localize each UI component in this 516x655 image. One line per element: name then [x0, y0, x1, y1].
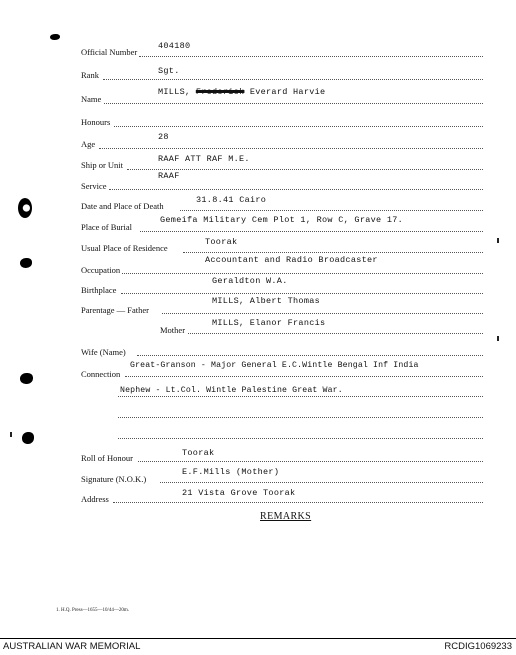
archive-footer [0, 638, 516, 655]
usual-residence-value: Toorak [205, 237, 238, 247]
service-label: Service [81, 181, 107, 191]
address-value: 21 Vista Grove Toorak [182, 488, 296, 498]
mother-value: MILLS, Elanor Francis [212, 318, 326, 328]
roll-of-honour-label: Roll of Honour [81, 453, 133, 463]
address-rule [113, 502, 483, 503]
service-rule [109, 189, 483, 190]
burial-place-label: Place of Burial [81, 222, 132, 232]
signature-value: E.F.Mills (Mother) [182, 467, 280, 477]
mother-rule [188, 333, 483, 334]
rank-value: Sgt. [158, 66, 180, 76]
occupation-label: Occupation [81, 265, 121, 275]
edge-mark [497, 336, 499, 341]
mother-label: Mother [160, 325, 186, 335]
punch-hole-mark [50, 34, 60, 40]
punch-hole-mark [20, 258, 32, 268]
roll-of-honour-value: Toorak [182, 448, 215, 458]
burial-place-value: Gemeifa Military Cem Plot 1, Row C, Grave 17. [160, 215, 404, 225]
age-value: 28 [158, 132, 169, 142]
official-number-rule [139, 56, 483, 57]
occupation-rule [122, 273, 483, 274]
punch-hole-mark [22, 432, 34, 444]
death-date-place-value: 31.8.41 Cairo [196, 195, 267, 205]
signature-rule [160, 482, 483, 483]
edge-mark [10, 432, 12, 437]
name-given: Everard Harvie [249, 87, 326, 97]
record-id: RCDIG1069233 [444, 641, 512, 652]
connection-rule-2 [118, 396, 483, 397]
service-value: RAAF [158, 171, 180, 181]
occupation-value: Accountant and Radio Broadcaster [205, 255, 378, 265]
father-value: MILLS, Albert Thomas [212, 296, 321, 306]
address-label: Address [81, 494, 109, 504]
name-struck-out: Frederick [195, 87, 245, 97]
ship-or-unit-label: Ship or Unit [81, 160, 124, 170]
edge-mark [497, 238, 499, 243]
remarks-heading: REMARKS [260, 511, 312, 522]
honours-label: Honours [81, 117, 111, 127]
archive-name: AUSTRALIAN WAR MEMORIAL [3, 641, 141, 652]
father-rule [162, 313, 483, 314]
ship-or-unit-rule [127, 169, 483, 170]
wife-rule [137, 355, 483, 356]
signature-label: Signature (N.O.K.) [81, 474, 147, 484]
name-label: Name [81, 94, 102, 104]
connection-line-1: Great-Granson - Major General E.C.Wintle Bengal Inf India [130, 361, 419, 370]
age-rule [99, 148, 483, 149]
usual-residence-rule [183, 252, 483, 253]
birthplace-rule [121, 293, 483, 294]
connection-rule-3 [118, 417, 483, 418]
name-rule [104, 103, 483, 104]
connection-line-2: Nephew - Lt.Col. Wintle Palestine Great War. [120, 386, 343, 395]
rank-rule [103, 79, 483, 80]
age-label: Age [81, 139, 96, 149]
death-date-place-rule [180, 210, 483, 211]
printer-footnote: 1. H.Q. Press—1655—10/44—20m. [56, 608, 130, 613]
roll-of-honour-rule [138, 461, 483, 462]
official-number-label: Official Number [81, 47, 138, 57]
official-number-value: 404180 [158, 41, 191, 51]
rank-label: Rank [81, 70, 99, 80]
name-surname: MILLS, [158, 87, 191, 97]
punch-hole-mark [18, 198, 32, 218]
wife-label: Wife (Name) [81, 347, 126, 357]
burial-place-rule [140, 231, 483, 232]
usual-residence-label: Usual Place of Residence [81, 243, 168, 253]
death-date-place-label: Date and Place of Death [81, 201, 164, 211]
ship-or-unit-value: RAAF ATT RAF M.E. [158, 154, 250, 164]
connection-rule-4 [118, 438, 483, 439]
honours-rule [114, 126, 483, 127]
birthplace-value: Geraldton W.A. [212, 276, 288, 286]
birthplace-label: Birthplace [81, 285, 117, 295]
punch-hole-mark [20, 373, 33, 384]
connection-label: Connection [81, 369, 121, 379]
father-label: Parentage — Father [81, 305, 149, 315]
name-value [158, 87, 325, 97]
connection-rule-1 [125, 376, 483, 377]
